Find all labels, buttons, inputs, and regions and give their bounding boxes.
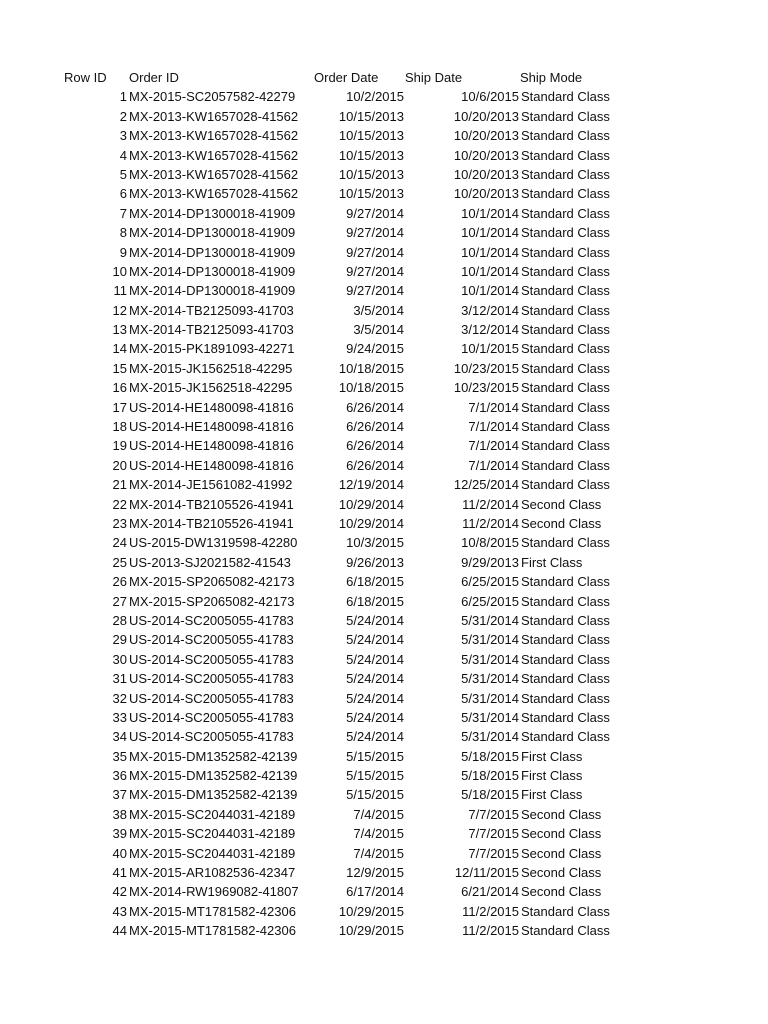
cell-ship-mode: Second Class [521,826,602,842]
cell-ship-date: 5/31/2014 [461,612,519,628]
cell-row-id: 21 [112,477,127,493]
cell-row-id: 25 [112,554,127,570]
cell-row-id: 35 [112,748,127,764]
cell-order-id: MX-2014-DP1300018-41909 [129,225,296,241]
cell-order-date: 9/27/2014 [346,263,404,279]
cell-order-id: MX-2013-KW1657028-41562 [129,186,299,202]
cell-order-date: 10/3/2015 [346,535,404,551]
table-row [0,456,768,475]
cell-ship-mode: Standard Class [521,457,610,473]
cell-ship-date: 10/1/2014 [461,283,519,299]
cell-row-id: 7 [119,205,127,221]
cell-ship-mode: Standard Class [521,593,610,609]
cell-row-id: 2 [119,108,127,124]
cell-order-date: 9/27/2014 [346,225,404,241]
header-ship-mode: Ship Mode [520,70,583,85]
cell-ship-date: 10/23/2015 [453,360,519,376]
cell-order-id: MX-2015-SC2057582-42279 [129,89,296,105]
table-row [0,184,768,203]
cell-ship-date: 10/6/2015 [461,89,519,105]
table-row [0,533,768,552]
cell-ship-mode: Standard Class [521,574,610,590]
cell-order-id: US-2013-SJ2021582-41543 [129,554,291,570]
header-row [0,68,768,87]
cell-ship-mode: Standard Class [521,438,610,454]
cell-ship-date: 12/11/2015 [454,865,519,881]
table-row [0,359,768,378]
table-row [0,378,768,397]
cell-order-id: US-2014-HE1480098-41816 [129,419,294,435]
table-row [0,921,768,940]
table-row [0,165,768,184]
cell-order-date: 10/15/2013 [338,186,404,202]
cell-ship-mode: Second Class [521,865,602,881]
table-row [0,611,768,630]
table-row [0,592,768,611]
cell-ship-mode: Standard Class [521,341,610,357]
table-row [0,572,768,591]
cell-order-date: 6/26/2014 [346,419,404,435]
cell-order-id: MX-2013-KW1657028-41562 [129,108,299,124]
cell-order-date: 5/24/2014 [346,671,404,687]
cell-ship-date: 3/12/2014 [461,302,519,318]
cell-order-date: 9/27/2014 [346,205,404,221]
cell-ship-mode: Standard Class [521,89,610,105]
cell-ship-mode: Standard Class [521,186,610,202]
cell-ship-date: 7/7/2015 [468,826,519,842]
cell-ship-mode: Standard Class [521,923,610,939]
cell-row-id: 4 [119,147,127,163]
cell-order-id: MX-2015-PK1891093-42271 [129,341,295,357]
cell-row-id: 13 [112,322,127,338]
cell-row-id: 28 [112,612,127,628]
cell-ship-date: 5/18/2015 [461,748,519,764]
cell-row-id: 37 [112,787,127,803]
cell-order-date: 10/2/2015 [346,89,404,105]
cell-row-id: 14 [112,341,127,357]
cell-order-id: MX-2014-DP1300018-41909 [129,205,296,221]
cell-row-id: 8 [119,225,127,241]
table-row [0,339,768,358]
cell-ship-date: 7/1/2014 [468,438,519,454]
cell-order-id: MX-2015-SP2065082-42173 [129,593,295,609]
cell-ship-mode: Standard Class [521,322,610,338]
cell-order-id: MX-2015-SC2044031-42189 [129,845,296,861]
cell-order-id: MX-2014-RW1969082-41807 [129,884,299,900]
cell-row-id: 38 [112,806,127,822]
table-row [0,436,768,455]
cell-ship-mode: Standard Class [521,263,610,279]
cell-ship-mode: Second Class [521,806,602,822]
cell-order-id: MX-2013-KW1657028-41562 [129,128,299,144]
cell-row-id: 3 [119,128,127,144]
cell-order-date: 9/27/2014 [346,244,404,260]
cell-row-id: 29 [112,632,127,648]
cell-order-id: US-2014-HE1480098-41816 [129,399,294,415]
cell-order-date: 5/24/2014 [346,729,404,745]
table-row [0,87,768,106]
cell-order-date: 10/15/2013 [338,108,404,124]
cell-ship-date: 3/12/2014 [461,322,519,338]
cell-row-id: 36 [112,768,127,784]
cell-ship-mode: Standard Class [521,399,610,415]
cell-order-id: MX-2015-MT1781582-42306 [129,923,296,939]
cell-ship-date: 12/25/2014 [453,477,519,493]
table-row [0,727,768,746]
table-row [0,824,768,843]
cell-ship-date: 10/8/2015 [461,535,519,551]
cell-ship-mode: Standard Class [521,205,610,221]
table-row [0,650,768,669]
cell-order-date: 6/18/2015 [346,593,404,609]
table-row [0,863,768,882]
cell-order-date: 5/24/2014 [346,612,404,628]
table-row [0,146,768,165]
cell-ship-mode: Second Class [521,515,602,531]
cell-order-date: 10/15/2013 [338,166,404,182]
cell-ship-mode: Standard Class [521,147,610,163]
cell-order-id: US-2015-DW1319598-42280 [129,535,298,551]
cell-ship-date: 5/31/2014 [461,690,519,706]
cell-order-id: MX-2015-DM1352582-42139 [129,787,298,803]
cell-order-date: 3/5/2014 [353,322,404,338]
cell-order-date: 10/15/2013 [338,128,404,144]
cell-order-id: MX-2015-SC2044031-42189 [129,806,296,822]
table-row [0,281,768,300]
cell-ship-date: 5/18/2015 [461,768,519,784]
cell-row-id: 40 [112,845,127,861]
table-row [0,398,768,417]
cell-row-id: 30 [112,651,127,667]
cell-ship-date: 10/23/2015 [453,380,519,396]
cell-ship-date: 7/1/2014 [468,399,519,415]
cell-ship-date: 5/31/2014 [461,632,519,648]
cell-row-id: 24 [112,535,127,551]
cell-order-date: 6/26/2014 [346,457,404,473]
table-row [0,805,768,824]
cell-order-date: 5/15/2015 [346,787,404,803]
cell-ship-date: 11/2/2015 [462,923,519,939]
cell-order-date: 5/24/2014 [346,651,404,667]
table-row [0,785,768,804]
cell-ship-mode: Second Class [521,496,602,512]
table-row [0,475,768,494]
cell-ship-mode: Standard Class [521,651,610,667]
cell-row-id: 23 [112,515,127,531]
cell-row-id: 20 [112,457,127,473]
cell-order-date: 6/26/2014 [346,438,404,454]
cell-order-id: MX-2014-JE1561082-41992 [129,477,293,493]
cell-order-id: MX-2014-TB2125093-41703 [129,322,294,338]
cell-row-id: 19 [112,438,127,454]
cell-ship-date: 10/20/2013 [453,147,519,163]
cell-ship-mode: Standard Class [521,903,610,919]
table-row [0,669,768,688]
cell-ship-date: 5/18/2015 [461,787,519,803]
cell-row-id: 9 [119,244,127,260]
cell-ship-mode: Standard Class [521,671,610,687]
table-row [0,902,768,921]
cell-order-date: 7/4/2015 [353,806,404,822]
cell-order-date: 10/29/2014 [338,515,404,531]
cell-ship-date: 7/1/2014 [468,419,519,435]
cell-row-id: 10 [112,263,127,279]
table-row [0,882,768,901]
cell-ship-mode: First Class [521,554,583,570]
cell-order-date: 6/17/2014 [346,884,404,900]
cell-order-date: 10/29/2014 [338,496,404,512]
table-row [0,301,768,320]
header-ship-date: Ship Date [405,70,463,85]
cell-row-id: 33 [112,709,127,725]
cell-ship-mode: Standard Class [521,225,610,241]
cell-row-id: 6 [119,186,127,202]
cell-ship-date: 11/2/2015 [462,903,519,919]
table-row [0,766,768,785]
cell-ship-mode: Second Class [521,845,602,861]
cell-row-id: 18 [112,419,127,435]
cell-ship-date: 6/25/2015 [461,593,519,609]
spreadsheet-table [0,68,768,941]
cell-order-date: 5/24/2014 [346,709,404,725]
cell-order-date: 5/24/2014 [346,632,404,648]
table-row [0,747,768,766]
cell-ship-date: 10/1/2015 [461,341,519,357]
cell-row-id: 31 [112,671,127,687]
cell-row-id: 42 [112,884,127,900]
cell-order-id: US-2014-SC2005055-41783 [129,612,294,628]
table-row [0,553,768,572]
cell-ship-mode: Standard Class [521,709,610,725]
table-row [0,689,768,708]
cell-order-date: 6/26/2014 [346,399,404,415]
cell-row-id: 26 [112,574,127,590]
table-row [0,262,768,281]
cell-order-id: US-2014-SC2005055-41783 [129,632,294,648]
cell-row-id: 16 [112,380,127,396]
cell-row-id: 12 [112,302,127,318]
cell-ship-date: 11/2/2014 [462,496,519,512]
cell-ship-date: 9/29/2013 [461,554,519,570]
cell-order-id: MX-2014-DP1300018-41909 [129,244,296,260]
table-row [0,107,768,126]
cell-order-date: 7/4/2015 [353,845,404,861]
header-order-id: Order ID [129,70,179,85]
cell-ship-date: 7/1/2014 [468,457,519,473]
cell-row-id: 32 [112,690,127,706]
cell-ship-mode: Standard Class [521,729,610,745]
cell-order-id: MX-2014-TB2105526-41941 [129,515,294,531]
cell-ship-date: 7/7/2015 [468,845,519,861]
cell-order-date: 3/5/2014 [353,302,404,318]
cell-row-id: 17 [112,399,127,415]
cell-ship-mode: Standard Class [521,419,610,435]
table-row [0,630,768,649]
cell-order-date: 5/15/2015 [346,768,404,784]
cell-ship-date: 11/2/2014 [462,515,519,531]
cell-ship-mode: Standard Class [521,360,610,376]
cell-order-id: MX-2014-TB2105526-41941 [129,496,294,512]
cell-row-id: 15 [112,360,127,376]
cell-order-date: 9/26/2013 [346,554,404,570]
cell-ship-date: 10/1/2014 [461,244,519,260]
cell-row-id: 44 [112,923,127,939]
table-row [0,204,768,223]
cell-ship-mode: Standard Class [521,690,610,706]
cell-order-id: US-2014-SC2005055-41783 [129,729,294,745]
cell-order-id: MX-2014-DP1300018-41909 [129,283,296,299]
cell-order-id: MX-2015-DM1352582-42139 [129,768,298,784]
cell-ship-date: 10/20/2013 [453,128,519,144]
cell-row-id: 43 [112,903,127,919]
cell-ship-date: 5/31/2014 [461,729,519,745]
cell-ship-mode: First Class [521,768,583,784]
cell-ship-date: 6/21/2014 [461,884,519,900]
table-row [0,417,768,436]
cell-ship-date: 10/20/2013 [453,108,519,124]
cell-order-id: MX-2015-DM1352582-42139 [129,748,298,764]
cell-ship-mode: Standard Class [521,108,610,124]
cell-ship-mode: Standard Class [521,535,610,551]
table-row [0,320,768,339]
cell-row-id: 22 [112,496,127,512]
cell-ship-mode: Standard Class [521,380,610,396]
cell-row-id: 41 [112,865,127,881]
cell-order-id: MX-2015-AR1082536-42347 [129,865,296,881]
cell-order-date: 10/18/2015 [338,380,404,396]
table-row [0,514,768,533]
cell-ship-mode: Standard Class [521,128,610,144]
cell-order-id: MX-2015-SC2044031-42189 [129,826,296,842]
cell-order-id: MX-2015-JK1562518-42295 [129,360,293,376]
table-row [0,708,768,727]
cell-order-id: US-2014-SC2005055-41783 [129,671,294,687]
header-row-id: Row ID [64,70,107,85]
cell-order-date: 6/18/2015 [346,574,404,590]
cell-order-id: US-2014-SC2005055-41783 [129,690,294,706]
cell-ship-date: 5/31/2014 [461,709,519,725]
cell-ship-date: 10/1/2014 [461,263,519,279]
cell-ship-mode: Standard Class [521,632,610,648]
cell-ship-mode: Second Class [521,884,602,900]
cell-ship-date: 10/1/2014 [461,205,519,221]
cell-order-date: 5/24/2014 [346,690,404,706]
cell-order-id: MX-2013-KW1657028-41562 [129,166,299,182]
cell-row-id: 1 [119,89,127,105]
cell-ship-date: 5/31/2014 [461,651,519,667]
cell-ship-mode: Standard Class [521,166,610,182]
cell-ship-date: 10/20/2013 [453,186,519,202]
cell-order-id: US-2014-HE1480098-41816 [129,457,294,473]
cell-ship-mode: Standard Class [521,302,610,318]
cell-row-id: 27 [112,593,127,609]
cell-ship-mode: Standard Class [521,244,610,260]
cell-order-date: 10/29/2015 [338,903,404,919]
cell-order-date: 10/18/2015 [338,360,404,376]
cell-row-id: 34 [112,729,127,745]
cell-order-date: 7/4/2015 [353,826,404,842]
cell-order-date: 5/15/2015 [346,748,404,764]
cell-ship-mode: Standard Class [521,477,610,493]
cell-ship-date: 5/31/2014 [461,671,519,687]
cell-order-id: MX-2015-JK1562518-42295 [129,380,293,396]
table-row [0,243,768,262]
cell-row-id: 39 [112,826,127,842]
header-order-date: Order Date [314,70,379,85]
cell-order-id: MX-2015-SP2065082-42173 [129,574,295,590]
table-row [0,223,768,242]
cell-order-id: MX-2013-KW1657028-41562 [129,147,299,163]
cell-ship-mode: First Class [521,787,583,803]
cell-row-id: 5 [119,166,127,182]
cell-order-date: 12/19/2014 [338,477,404,493]
cell-order-date: 10/15/2013 [338,147,404,163]
cell-order-id: MX-2014-DP1300018-41909 [129,263,296,279]
cell-order-date: 12/9/2015 [346,865,404,881]
table-row [0,844,768,863]
cell-order-id: MX-2014-TB2125093-41703 [129,302,294,318]
cell-ship-date: 10/1/2014 [461,225,519,241]
cell-order-id: US-2014-SC2005055-41783 [129,709,294,725]
table-body [0,87,768,940]
cell-ship-date: 6/25/2015 [461,574,519,590]
cell-ship-mode: First Class [521,748,583,764]
cell-row-id: 11 [113,283,127,299]
cell-order-id: US-2014-SC2005055-41783 [129,651,294,667]
cell-order-id: US-2014-HE1480098-41816 [129,438,294,454]
cell-ship-mode: Standard Class [521,612,610,628]
cell-ship-mode: Standard Class [521,283,610,299]
cell-order-date: 9/24/2015 [346,341,404,357]
cell-ship-date: 10/20/2013 [453,166,519,182]
cell-order-date: 10/29/2015 [338,923,404,939]
cell-order-date: 9/27/2014 [346,283,404,299]
table-row [0,126,768,145]
table-row [0,495,768,514]
cell-ship-date: 7/7/2015 [468,806,519,822]
cell-order-id: MX-2015-MT1781582-42306 [129,903,296,919]
